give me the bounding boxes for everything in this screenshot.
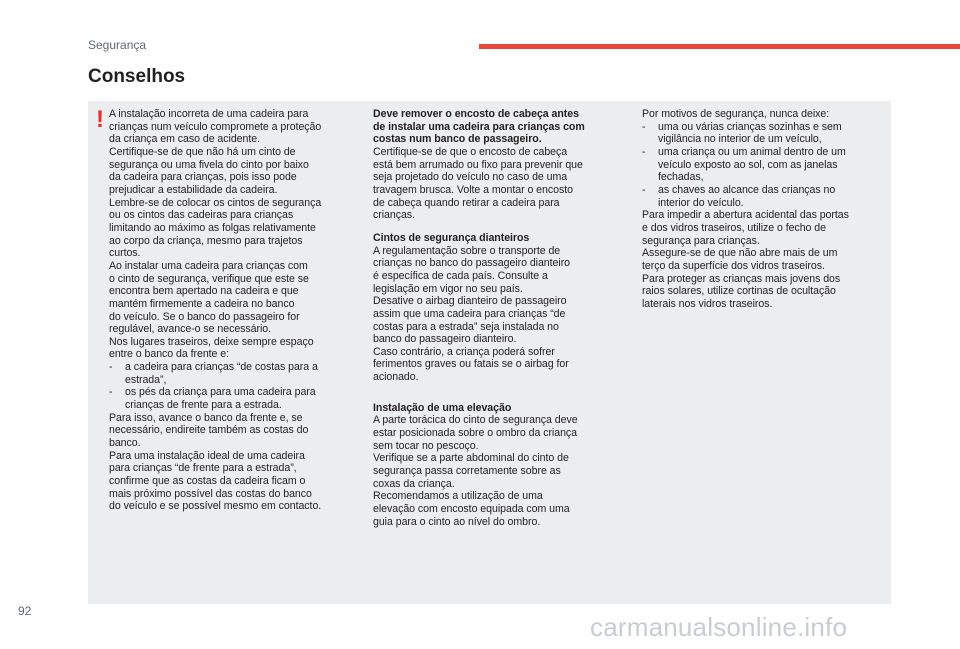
col3-paragraph-2: Para impedir a abertura acidental das portas e dos vidros traseiros, utilize o fecho de segurança para crianças. Assegure-se de que não abre mais de um terço da superfície dos vidros traseiros. Para proteger as crianças mais jovens dos raios solares, utilize cortinas de ocultação laterais nos vidros traseiros.: [642, 209, 849, 310]
col3-paragraph-1: Por motivos de segurança, nunca deixe:: [642, 108, 830, 120]
col2-paragraph-1: Certifique-se de que o encosto de cabeça está bem arrumado ou fixo para prevenir que seja projetado do veículo no caso de uma travagem brusca. Volte a montar o encosto de cabeça quando retirar a cadeira para crianças.: [373, 145, 583, 222]
list-item-text: uma criança ou um animal dentro de um veículo exposto ao sol, com as janelas fechadas,: [658, 145, 846, 184]
col2-bold-intro: Deve remover o encosto de cabeça antes de instalar uma cadeira para crianças com costas num banco de passageiro.: [373, 108, 585, 146]
list-bullet: -: [642, 145, 646, 158]
list-item: [642, 184, 884, 209]
list-bullet: -: [109, 386, 113, 399]
column-1: [109, 108, 357, 513]
list-item: [109, 361, 357, 386]
list-bullet: -: [642, 120, 646, 133]
list-item: [109, 386, 357, 411]
list-item: [642, 146, 884, 184]
page-title: Conselhos: [88, 66, 186, 87]
page-number: 92: [18, 604, 32, 618]
col2-paragraph-3: A parte torácica do cinto de segurança deve estar posicionada sobre o ombro da criança sem tocar no pescoço. Verifique se a parte abdominal do cinto de segurança passa corretamente sobre as coxas da criança. Recomendamos a utilização de uma elevação com encosto equipada com uma guia para o cinto ao nível do ombro.: [373, 414, 578, 528]
list-item-text: os pés da criança para uma cadeira para crianças de frente para a estrada.: [125, 386, 316, 412]
list-item-text: uma ou várias crianças sozinhas e sem vigilância no interior de um veículo,: [658, 120, 842, 146]
list-item: [642, 121, 884, 146]
watermark: carmanualsonline.info: [590, 612, 848, 642]
exclamation-warning-icon: !: [96, 106, 104, 133]
section-accent-bar: [479, 44, 960, 49]
column-3: [642, 108, 884, 311]
list-item-text: a cadeira para crianças “de costas para a estrada”,: [125, 361, 318, 386]
col1-paragraph-2: Para isso, avance o banco da frente e, se necessário, endireite também as costas do banco. Para uma instalação ideal de uma cadeira para crianças “de frente para a estrada”, confirme que as costas da cadeira ficam o mais próximo possível das costas do banco do veículo e se possível mesmo em contacto.: [109, 411, 322, 513]
column-2: [373, 108, 625, 528]
list-bullet: -: [642, 183, 646, 196]
heading-front-seat-belts: Cintos de segurança dianteiros: [373, 231, 530, 244]
list-bullet: -: [109, 361, 113, 374]
col2-paragraph-2: A regulamentação sobre o transporte de crianças no banco do passageiro dianteiro é específica de cada país. Consulte a legislação em vigor no seu país. Desative o airbag dianteiro de passageiro assim que uma cadeira para crianças “de costas para a estrada” seja instalada no banco do passageiro dianteiro. Caso contrário, a criança poderá sofrer ferimentos graves ou fatais se o airbag for acionado.: [373, 244, 571, 384]
section-label: Segurança: [88, 38, 147, 52]
col1-paragraph-1: A instalação incorreta de uma cadeira para crianças num veículo compromete a proteção da criança em caso de acidente. Certifique-se de que não há um cinto de segurança ou uma fivela do cinto por baixo da cadeira para crianças, pois isso pode prejudicar a estabilidade da cadeira. Lembre-se de colocar os cintos de segurança ou os cintos das cadeiras para crianças limitando ao máximo as folgas relativamente ao corpo da criança, mesmo para trajetos curtos. Ao instalar uma cadeira para crianças com o cinto de segurança, verifique que este se encontra bem apertado na cadeira e que mantém firmemente a cadeira no banco do veículo. Se o banco do passageiro for regulável, avance-o se necessário. Nos lugares traseiros, deixe sempre espaço entre o banco da frente e:: [109, 108, 322, 361]
list-item-text: as chaves ao alcance das crianças no interior do veículo.: [658, 183, 836, 209]
heading-booster-installation: Instalação de uma elevação: [373, 401, 512, 414]
